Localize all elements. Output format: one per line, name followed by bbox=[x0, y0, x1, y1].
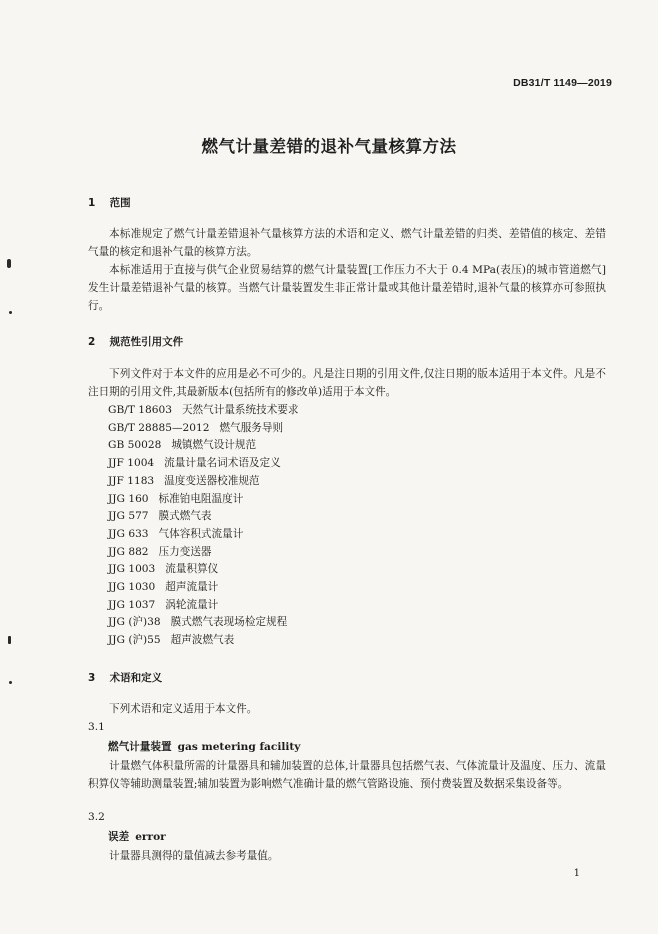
scope-paragraph-1: 本标准规定了燃气计量差错退补气量核算方法的术语和定义、燃气计量差错的归类、差错值的核定、差错气量的核定和退补气量的核算方法。 bbox=[88, 228, 606, 258]
term-definition: 计量器具测得的量值减去参考量值。 bbox=[109, 850, 279, 862]
reference-code: JJG (沪)55 bbox=[108, 634, 161, 647]
reference-code: JJG 1030 bbox=[108, 581, 156, 594]
reference-item bbox=[108, 579, 298, 597]
reference-code: GB/T 18603 bbox=[108, 404, 172, 416]
reference-title: 涡轮流量计 bbox=[165, 598, 219, 611]
reference-item bbox=[108, 491, 298, 509]
reference-code: JJG (沪)38 bbox=[108, 616, 161, 629]
reference-code: JJG 1003 bbox=[108, 563, 156, 576]
page-number: 1 bbox=[573, 868, 580, 879]
reference-code: JJG 882 bbox=[108, 545, 149, 558]
reference-title: 燃气服务导则 bbox=[219, 421, 284, 434]
section-heading-normative-references bbox=[88, 334, 183, 349]
reference-title: 气体容积式流量计 bbox=[158, 527, 244, 540]
term-zh: 误差 bbox=[108, 831, 130, 843]
reference-item bbox=[108, 420, 298, 438]
reference-item bbox=[108, 473, 298, 491]
term-zh: 燃气计量装置 bbox=[108, 741, 172, 753]
term-definition: 计量燃气体积量所需的计量器具和辅加装置的总体,计量器具包括燃气表、气体流量计及温度、压力、流量积算仪等辅助测量装置;辅加装置为影响燃气准确计量的燃气管路设施、预付费装置及数据采集设备等。 bbox=[88, 760, 606, 790]
reference-title: 天然气计量系统技术要求 bbox=[181, 404, 299, 416]
reference-title: 膜式燃气表 bbox=[158, 510, 212, 523]
clause-number: 3.1 bbox=[88, 721, 105, 733]
reference-title: 城镇燃气设计规范 bbox=[171, 439, 257, 452]
reference-title: 超声流量计 bbox=[165, 581, 219, 594]
reference-title: 标准铂电阻温度计 bbox=[158, 492, 244, 505]
reference-item bbox=[108, 437, 298, 455]
section-number: 3 bbox=[88, 672, 96, 684]
reference-item bbox=[108, 508, 298, 526]
reference-code: JJG 577 bbox=[108, 510, 149, 523]
section-number: 1 bbox=[88, 197, 96, 209]
reference-code: JJG 160 bbox=[108, 492, 149, 505]
section-title: 范围 bbox=[109, 197, 131, 209]
reference-title: 膜式燃气表现场检定规程 bbox=[170, 616, 288, 629]
scope-paragraph-2: 本标准适用于直接与供气企业贸易结算的燃气计量装置[工作压力不大于 0.4 MPa(表压)的城市管道燃气]发生计量差错退补气量的核算。当燃气计量装置发生非正常计量或其他计量差错时,退补气量的核算亦可参照执行。 bbox=[88, 264, 606, 312]
reference-code: GB/T 28885—2012 bbox=[108, 421, 210, 434]
reference-item bbox=[108, 526, 298, 544]
reference-item bbox=[108, 597, 298, 615]
reference-title: 流量计量名词术语及定义 bbox=[164, 457, 281, 470]
reference-list bbox=[108, 402, 298, 650]
reference-code: JJG 633 bbox=[108, 527, 149, 540]
reference-title: 流量积算仪 bbox=[165, 563, 219, 576]
term-heading bbox=[108, 739, 300, 754]
term-en: error bbox=[135, 831, 166, 843]
standard-code: DB31/T 1149—2019 bbox=[513, 77, 612, 89]
section-heading-terms bbox=[88, 670, 162, 685]
reference-code: JJF 1183 bbox=[108, 474, 155, 487]
reference-item bbox=[108, 544, 298, 562]
reference-code: JJG 1037 bbox=[108, 598, 156, 611]
scan-mark bbox=[8, 636, 11, 644]
section-number: 2 bbox=[88, 336, 96, 348]
reference-item bbox=[108, 632, 298, 650]
term-heading bbox=[108, 829, 166, 844]
reference-item bbox=[108, 614, 298, 632]
section-title: 规范性引用文件 bbox=[109, 336, 184, 348]
document-title: 燃气计量差错的退补气量核算方法 bbox=[201, 137, 457, 156]
section-title: 术语和定义 bbox=[109, 672, 163, 684]
term-en: gas metering facility bbox=[177, 741, 301, 753]
reference-code: GB 50028 bbox=[108, 439, 162, 452]
reference-item bbox=[108, 561, 298, 579]
clause-number: 3.2 bbox=[88, 811, 105, 823]
reference-title: 温度变送器校准规范 bbox=[164, 474, 260, 487]
reference-code: JJF 1004 bbox=[108, 457, 155, 470]
reference-item bbox=[108, 455, 298, 473]
reference-item bbox=[108, 402, 298, 420]
reference-title: 超声波燃气表 bbox=[170, 634, 235, 647]
references-intro: 下列文件对于本文件的应用是必不可少的。凡是注日期的引用文件,仅注日期的版本适用于本文件。凡是不注日期的引用文件,其最新版本(包括所有的修改单)适用于本文件。 bbox=[88, 368, 606, 398]
scan-mark bbox=[9, 681, 12, 684]
scan-mark bbox=[7, 259, 11, 268]
scan-mark bbox=[9, 311, 12, 314]
reference-title: 压力变送器 bbox=[158, 545, 212, 558]
section-heading-scope bbox=[88, 195, 131, 210]
terms-intro: 下列术语和定义适用于本文件。 bbox=[109, 703, 258, 715]
